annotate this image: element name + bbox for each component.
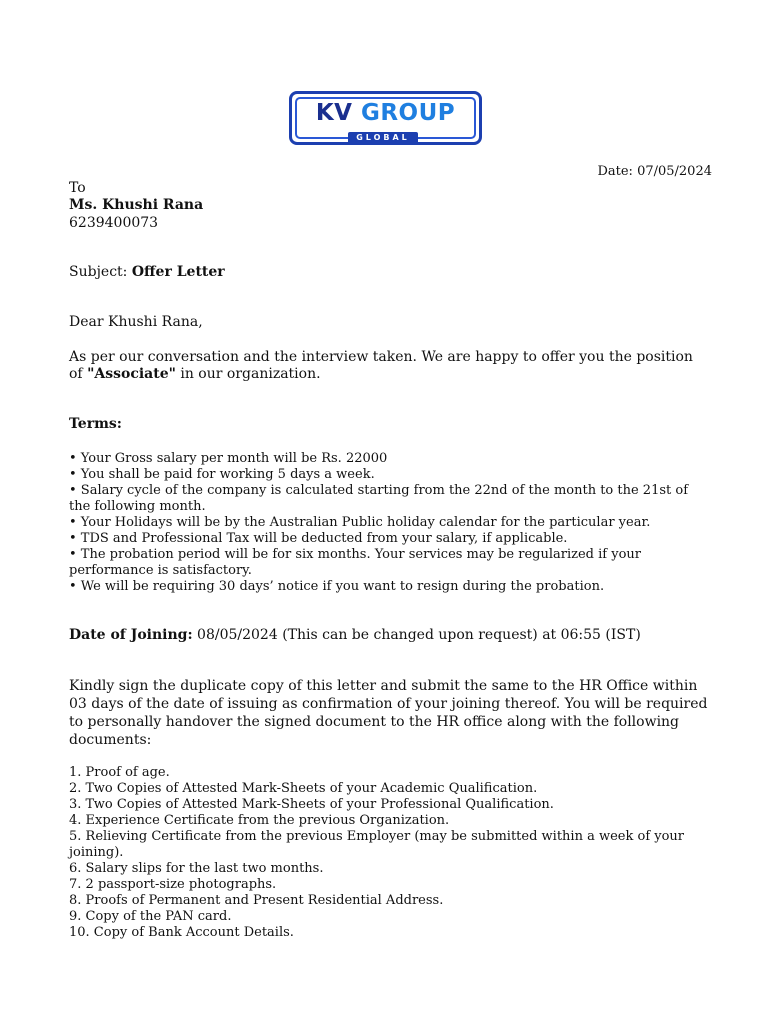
list-item: • Your Gross salary per month will be Rs. 22000 [69,451,388,466]
list-item: 1. Proof of age. [69,765,170,780]
logo-tagline: GLOBAL [348,132,418,144]
intro-line-1: As per our conversation and the interview taken. We are happy to offer you the position [69,349,693,365]
list-item: • The probation period will be for six months. Your services may be regularized if your performance is satisfactory. [69,547,641,578]
logo-group: GROUP [360,100,456,126]
joining-value: 08/05/2024 (This can be changed upon request) at 06:55 (IST) [192,627,641,643]
list-item: • TDS and Professional Tax will be deducted from your salary, if applicable. [69,531,568,546]
list-item: 8. Proofs of Permanent and Present Residential Address. [69,893,444,908]
logo-wordmark [292,99,479,127]
joining-label: Date of Joining: [69,627,193,643]
recipient-name: Ms. Khushi Rana [69,197,204,213]
instructions-paragraph: Kindly sign the duplicate copy of this letter and submit the same to the HR Office within 03 days of the date of issuing as confirmation of your joining thereof. You will be required to personally handover the signed document to the HR office along with the following documents: [69,678,708,748]
joining-line [69,627,641,644]
subject-line [69,264,225,281]
recipient-phone: 6239400073 [69,215,159,231]
intro-line-2 [69,366,321,383]
position-title: "Associate" [87,366,176,382]
list-item: • Salary cycle of the company is calculated starting from the 22nd of the month to the 21st of the following month. [69,483,689,514]
company-logo [289,91,482,145]
letter-date: Date: 07/05/2024 [597,164,712,179]
list-item: 5. Relieving Certificate from the previous Employer (may be submitted within a week of your joining). [69,829,685,860]
terms-heading: Terms: [69,416,122,432]
intro-prefix: of [69,366,88,382]
documents-list [69,765,689,941]
greeting: Dear Khushi Rana, [69,314,203,330]
list-item: 10. Copy of Bank Account Details. [69,925,294,940]
list-item: 3. Two Copies of Attested Mark-Sheets of your Professional Qualification. [69,797,554,812]
list-item: 9. Copy of the PAN card. [69,909,232,924]
logo-kv: KV [315,100,353,126]
list-item: 2. Two Copies of Attested Mark-Sheets of your Academic Qualification. [69,781,538,796]
list-item: 4. Experience Certificate from the previous Organization. [69,813,450,828]
subject-label: Subject: [69,264,132,280]
list-item: • We will be requiring 30 days’ notice if you want to resign during the probation. [69,579,605,594]
intro-suffix: in our organization. [175,366,321,382]
list-item: • You shall be paid for working 5 days a week. [69,467,375,482]
terms-list [69,451,689,595]
subject-value: Offer Letter [131,264,225,280]
list-item: 7. 2 passport-size photographs. [69,877,277,892]
list-item: • Your Holidays will be by the Australian Public holiday calendar for the particular year. [69,515,651,530]
to-label: To [69,180,86,196]
list-item: 6. Salary slips for the last two months. [69,861,324,876]
